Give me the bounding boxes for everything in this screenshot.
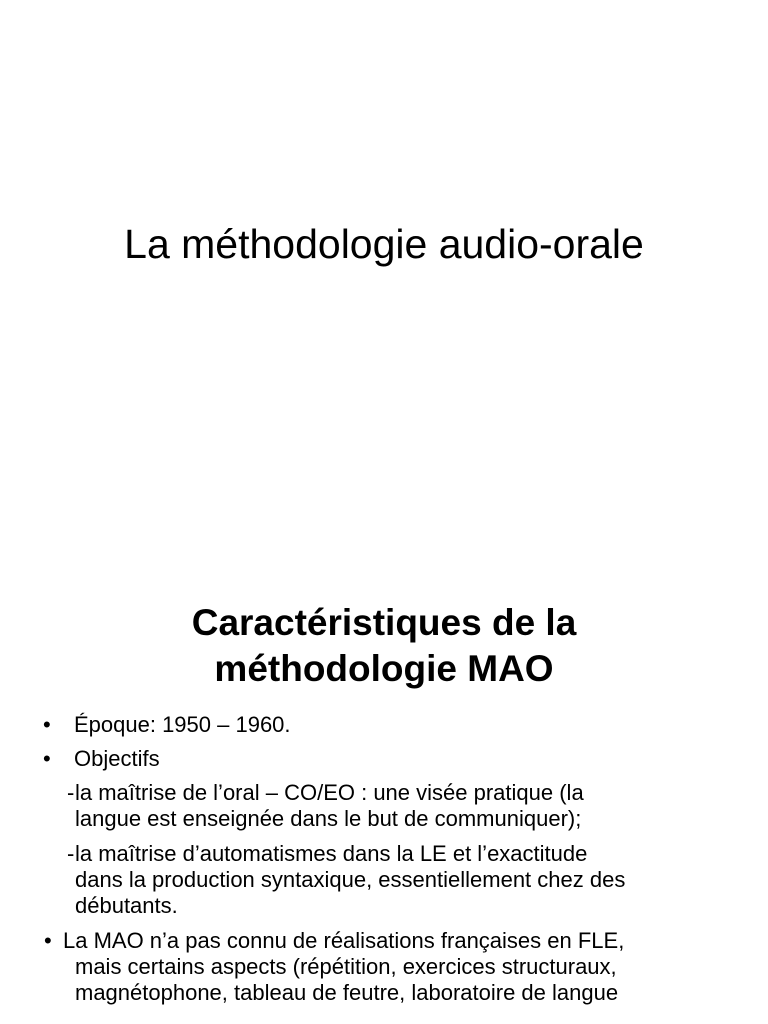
sub-item-line: débutants. (75, 893, 178, 918)
sub-item-maitrise-oral (0, 780, 740, 832)
bullet-line: mais certains aspects (répétition, exercices structuraux, (75, 954, 617, 979)
bullet-icon: • (43, 746, 51, 771)
slide-2-title (0, 600, 768, 692)
bullet-item-mao-fle (0, 928, 740, 1006)
sub-item-line: la maîtrise de l’oral – CO/EO : une visée pratique (la (75, 780, 584, 805)
bullet-icon: • (43, 712, 51, 737)
slide-2-title-line-1: Caractéristiques de la (191, 602, 577, 643)
bullet-text: Objectifs (74, 746, 160, 771)
sub-item-automatismes (0, 841, 740, 919)
slide-1-title: La méthodologie audio-orale (124, 221, 644, 267)
bullet-icon: • (44, 928, 52, 953)
sub-item-line: dans la production syntaxique, essentiellement chez des (75, 867, 626, 892)
bullet-line: magnétophone, tableau de feutre, laboratoire de langue (75, 980, 619, 1005)
slide-2-title-line-2: méthodologie MAO (214, 648, 554, 689)
dash-marker: - (67, 780, 75, 805)
slide-2 (0, 576, 768, 1024)
bullet-line: La MAO n’a pas connu de réalisations françaises en FLE, (63, 928, 625, 953)
bullet-item-epoque (0, 712, 740, 738)
slide-2-body (0, 712, 740, 1006)
bullet-text: Époque: 1950 – 1960. (74, 712, 291, 737)
sub-item-line: la maîtrise d’automatismes dans la LE et l’exactitude (75, 841, 588, 866)
sub-item-line: langue est enseignée dans le but de communiquer); (75, 806, 582, 831)
dash-marker: - (67, 841, 75, 866)
bullet-item-objectifs (0, 746, 740, 772)
